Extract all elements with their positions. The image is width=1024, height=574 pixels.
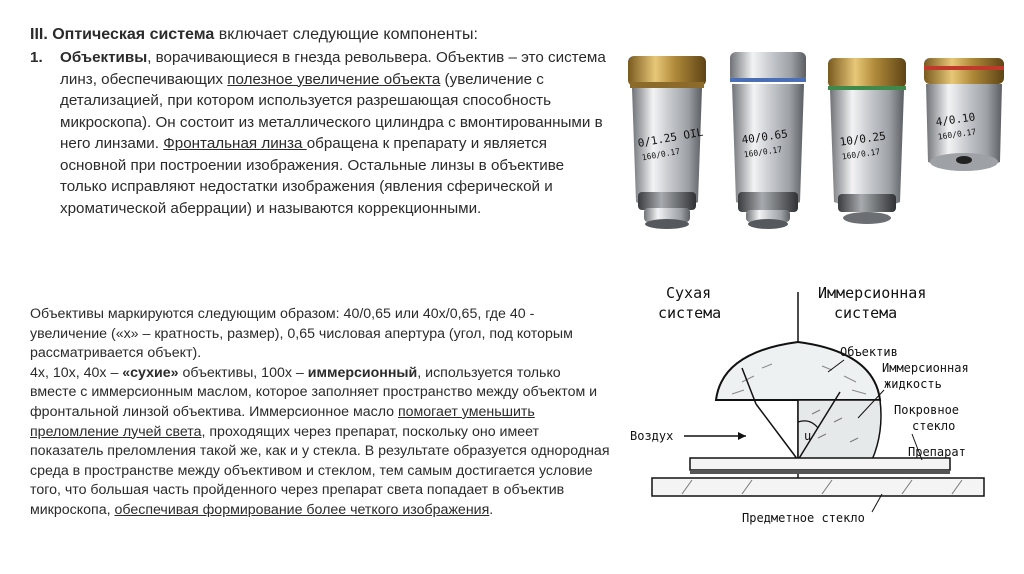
cover-label: Покровное bbox=[894, 403, 960, 417]
text-column bbox=[30, 24, 610, 219]
liquid-label-2: жидкость bbox=[884, 377, 942, 391]
underlined-clearer-image: обеспечивая формирование более четкого изображения bbox=[114, 501, 490, 518]
cover-label-2: стекло bbox=[912, 419, 956, 433]
item-text-2: (увеличение с детализацией, при котором используется разрешающая способность микроскопа). Он состоит из металлического цилиндра с вмонтированными в него линзами. bbox=[60, 70, 603, 152]
text-run: , используется только вместе с иммерсионным маслом, которое заполняет пространство между объектом и фронтальной линзой объектива. Иммерсионное масло bbox=[30, 364, 598, 420]
objective-40x-sublabel: 160/0.17 bbox=[743, 145, 783, 160]
angle-u-label: u bbox=[804, 429, 812, 443]
section-title-bold: III. Оптическая система bbox=[30, 26, 215, 43]
objectives-photo bbox=[618, 42, 1013, 240]
objective-40x bbox=[730, 52, 806, 229]
objective-100x-label: 0/1.25 OIL bbox=[636, 125, 705, 150]
underlined-front-lens: Фронтальная линза bbox=[163, 135, 307, 152]
specimen-layer bbox=[690, 470, 950, 474]
objective-40x-label: 40/0.65 bbox=[740, 127, 789, 147]
objective-100x bbox=[628, 56, 706, 229]
term-immersion: иммерсионный bbox=[307, 364, 418, 381]
list-item-body bbox=[60, 47, 610, 219]
objective-4x-label: 4/0.10 bbox=[934, 110, 977, 129]
text-run: объективы, 100х – bbox=[178, 364, 308, 381]
underlined-useful-magnification: полезное увеличение объекта bbox=[227, 70, 441, 88]
dry-system-label: Сухая bbox=[666, 284, 712, 302]
ray-dry bbox=[756, 404, 798, 460]
objective-10x-label: 10/0.25 bbox=[838, 129, 887, 149]
section-title bbox=[30, 24, 610, 45]
underlined-reduce-refraction: помогает уменьшить преломление лучей света bbox=[30, 403, 535, 440]
list-item-objectives bbox=[30, 47, 610, 219]
term-dry: «сухие» bbox=[122, 364, 179, 381]
list-item-number: 1. bbox=[30, 49, 43, 66]
objective-10x bbox=[828, 58, 906, 224]
liquid-label: Иммерсионная bbox=[882, 361, 969, 375]
immersion-paragraph bbox=[30, 364, 610, 521]
term-objectives: Объективы bbox=[60, 49, 148, 66]
cover-glass bbox=[690, 458, 950, 470]
immersion-diagram bbox=[622, 272, 1004, 534]
objective-4x-sublabel: 160/0.17 bbox=[937, 127, 977, 142]
objective-10x-sublabel: 160/0.17 bbox=[841, 147, 881, 162]
section-title-rest: включает следующие компоненты: bbox=[214, 26, 478, 43]
text-run: . bbox=[489, 501, 494, 518]
slide-label: Предметное стекло bbox=[742, 511, 865, 525]
item-text-3: обращена к препарату и является основной при построении изображения. Остальные линзы в объективе только исправляют недостатки изображения (явления сферической и хроматической аберрации) и называются коррекционными. bbox=[60, 135, 565, 217]
objective-label: Объектив bbox=[840, 345, 898, 359]
item-text-1: , ворачивающиеся в гнезда револьвера. Объектив – это система линз, обеспечивающих bbox=[60, 49, 606, 88]
text-run: 4х, 10х, 40х – bbox=[30, 364, 123, 381]
marking-line: Объективы маркируются следующим образом: 40/0,65 или 40х/0,65, где 40 - увеличение («х» – кратность, размер), 0,65 числовая апертура (угол, под которым рассматривается объект). bbox=[30, 306, 573, 362]
dry-system-label-2: система bbox=[658, 304, 722, 322]
objective-4x bbox=[924, 58, 1004, 171]
slide-glass bbox=[652, 478, 984, 496]
air-label: Воздух bbox=[630, 429, 674, 443]
text-run: , проходящих через препарат, поскольку оно имеет показатель преломления такой же, как и у стекла. В результате образуется однородная среда в пространстве между объективом и стеклом, тем самым достигается условие того, что большая часть пройденного через препарат света попадает в объектив микроскопа, bbox=[30, 423, 610, 518]
immersion-system-label-2: система bbox=[834, 304, 898, 322]
sample-label: Препарат bbox=[908, 445, 966, 459]
objective-100x-sublabel: 160/0.17 bbox=[641, 146, 681, 163]
marking-paragraph bbox=[30, 305, 610, 521]
immersion-system-label: Иммерсионная bbox=[818, 284, 927, 302]
